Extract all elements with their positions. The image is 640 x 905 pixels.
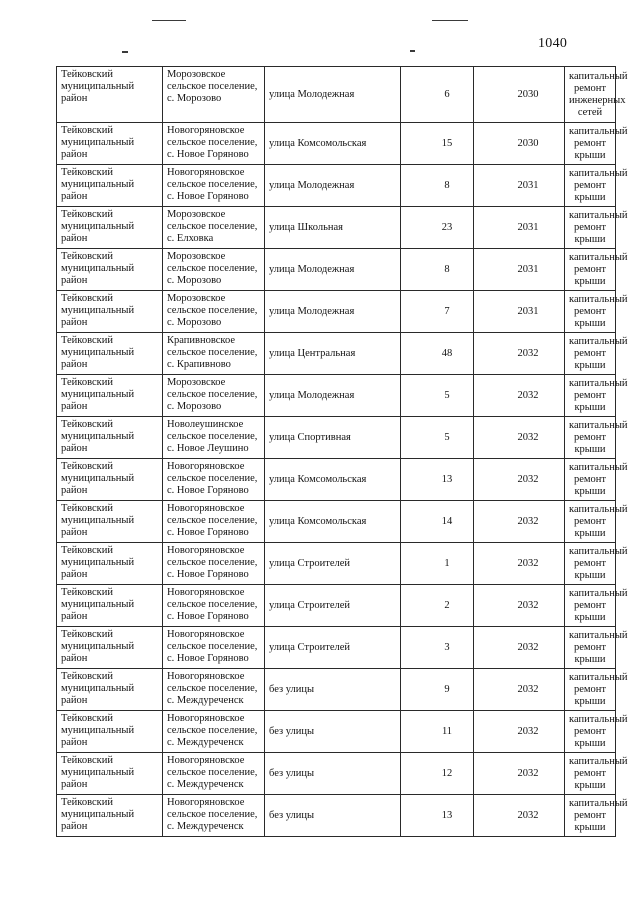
settlement-cell: Морозовское сельское поселение, с. Морозово <box>163 67 265 123</box>
street-cell: улица Строителей <box>265 543 401 585</box>
street-cell: улица Молодежная <box>265 375 401 417</box>
street-cell: без улицы <box>265 711 401 753</box>
table-body <box>57 67 628 837</box>
district-cell: Тейковский муниципальный район <box>57 543 163 585</box>
district-cell: Тейковский муниципальный район <box>57 67 163 123</box>
table-row <box>57 165 616 207</box>
year-cell: 2032 <box>474 501 565 543</box>
housing-repair-table <box>56 66 628 837</box>
settlement-cell: Новогоряновское сельское поселение, с. Междуреченск <box>163 669 265 711</box>
district-cell: Тейковский муниципальный район <box>57 459 163 501</box>
settlement-cell: Новогоряновское сельское поселение, с. Новое Горяново <box>163 543 265 585</box>
district-cell: Тейковский муниципальный район <box>57 417 163 459</box>
scan-artifact-dot <box>410 50 415 52</box>
district-cell: Тейковский муниципальный район <box>57 627 163 669</box>
table-row <box>57 585 616 627</box>
year-cell: 2032 <box>474 795 565 837</box>
work-type-cell: капитальный ремонт крыши <box>565 501 616 543</box>
work-type-cell: капитальный ремонт крыши <box>565 585 616 627</box>
table-row <box>57 123 616 165</box>
district-cell: Тейковский муниципальный район <box>57 291 163 333</box>
house-number-cell: 8 <box>401 165 474 207</box>
house-number-cell: 6 <box>401 67 474 123</box>
settlement-cell: Новогоряновское сельское поселение, с. Новое Горяново <box>163 501 265 543</box>
district-cell: Тейковский муниципальный район <box>57 795 163 837</box>
table-row <box>57 753 616 795</box>
work-type-cell: капитальный ремонт крыши <box>565 249 616 291</box>
house-number-cell: 5 <box>401 417 474 459</box>
year-cell: 2032 <box>474 543 565 585</box>
work-type-cell: капитальный ремонт крыши <box>565 165 616 207</box>
year-cell: 2032 <box>474 753 565 795</box>
year-cell: 2032 <box>474 585 565 627</box>
street-cell: улица Строителей <box>265 627 401 669</box>
district-cell: Тейковский муниципальный район <box>57 711 163 753</box>
table-row <box>57 795 616 837</box>
house-number-cell: 48 <box>401 333 474 375</box>
page-number: 1040 <box>538 36 568 51</box>
year-cell: 2032 <box>474 375 565 417</box>
district-cell: Тейковский муниципальный район <box>57 375 163 417</box>
work-type-cell: капитальный ремонт крыши <box>565 753 616 795</box>
year-cell: 2030 <box>474 123 565 165</box>
year-cell: 2032 <box>474 669 565 711</box>
house-number-cell: 14 <box>401 501 474 543</box>
house-number-cell: 9 <box>401 669 474 711</box>
house-number-cell: 12 <box>401 753 474 795</box>
work-type-cell: капитальный ремонт крыши <box>565 669 616 711</box>
year-cell: 2030 <box>474 67 565 123</box>
table-row <box>57 375 616 417</box>
house-number-cell: 2 <box>401 585 474 627</box>
table-row <box>57 333 616 375</box>
table-row <box>57 543 616 585</box>
house-number-cell: 13 <box>401 795 474 837</box>
district-cell: Тейковский муниципальный район <box>57 165 163 207</box>
year-cell: 2032 <box>474 333 565 375</box>
work-type-cell: капитальный ремонт крыши <box>565 375 616 417</box>
year-cell: 2032 <box>474 627 565 669</box>
settlement-cell: Новогоряновское сельское поселение, с. Новое Горяново <box>163 123 265 165</box>
house-number-cell: 15 <box>401 123 474 165</box>
year-cell: 2031 <box>474 291 565 333</box>
settlement-cell: Новогоряновское сельское поселение, с. Новое Горяново <box>163 459 265 501</box>
house-number-cell: 11 <box>401 711 474 753</box>
year-cell: 2032 <box>474 459 565 501</box>
street-cell: улица Молодежная <box>265 249 401 291</box>
street-cell: улица Спортивная <box>265 417 401 459</box>
settlement-cell: Новогоряновское сельское поселение, с. Новое Горяново <box>163 585 265 627</box>
house-number-cell: 23 <box>401 207 474 249</box>
district-cell: Тейковский муниципальный район <box>57 333 163 375</box>
scan-artifact-line <box>152 20 186 21</box>
scan-artifact-line <box>432 20 468 21</box>
table-row <box>57 711 616 753</box>
settlement-cell: Крапивновское сельское поселение, с. Крапивново <box>163 333 265 375</box>
street-cell: улица Молодежная <box>265 165 401 207</box>
settlement-cell: Новолеушинское сельское поселение, с. Новое Леушино <box>163 417 265 459</box>
district-cell: Тейковский муниципальный район <box>57 207 163 249</box>
settlement-cell: Новогоряновское сельское поселение, с. Новое Горяново <box>163 627 265 669</box>
table-row <box>57 67 616 123</box>
table-row <box>57 249 616 291</box>
house-number-cell: 13 <box>401 459 474 501</box>
year-cell: 2031 <box>474 165 565 207</box>
work-type-cell: капитальный ремонт инженерных сетей <box>565 67 616 123</box>
table-row <box>57 417 616 459</box>
district-cell: Тейковский муниципальный район <box>57 123 163 165</box>
settlement-cell: Новогоряновское сельское поселение, с. Междуреченск <box>163 753 265 795</box>
settlement-cell: Морозовское сельское поселение, с. Морозово <box>163 249 265 291</box>
table-row <box>57 669 616 711</box>
district-cell: Тейковский муниципальный район <box>57 249 163 291</box>
work-type-cell: капитальный ремонт крыши <box>565 123 616 165</box>
settlement-cell: Морозовское сельское поселение, с. Морозово <box>163 375 265 417</box>
work-type-cell: капитальный ремонт крыши <box>565 333 616 375</box>
street-cell: улица Школьная <box>265 207 401 249</box>
settlement-cell: Новогоряновское сельское поселение, с. Междуреченск <box>163 711 265 753</box>
table-row <box>57 501 616 543</box>
scan-artifact-dot <box>122 51 128 53</box>
table-row <box>57 459 616 501</box>
house-number-cell: 5 <box>401 375 474 417</box>
settlement-cell: Морозовское сельское поселение, с. Морозово <box>163 291 265 333</box>
settlement-cell: Новогоряновское сельское поселение, с. Новое Горяново <box>163 165 265 207</box>
settlement-cell: Морозовское сельское поселение, с. Елховка <box>163 207 265 249</box>
street-cell: без улицы <box>265 753 401 795</box>
year-cell: 2032 <box>474 711 565 753</box>
work-type-cell: капитальный ремонт крыши <box>565 627 616 669</box>
work-type-cell: капитальный ремонт крыши <box>565 459 616 501</box>
year-cell: 2032 <box>474 417 565 459</box>
year-cell: 2031 <box>474 207 565 249</box>
table-row <box>57 627 616 669</box>
street-cell: улица Комсомольская <box>265 501 401 543</box>
district-cell: Тейковский муниципальный район <box>57 501 163 543</box>
house-number-cell: 7 <box>401 291 474 333</box>
street-cell: без улицы <box>265 795 401 837</box>
house-number-cell: 3 <box>401 627 474 669</box>
settlement-cell: Новогоряновское сельское поселение, с. Междуреченск <box>163 795 265 837</box>
street-cell: улица Строителей <box>265 585 401 627</box>
year-cell: 2031 <box>474 249 565 291</box>
work-type-cell: капитальный ремонт крыши <box>565 795 616 837</box>
street-cell: улица Центральная <box>265 333 401 375</box>
street-cell: улица Комсомольская <box>265 123 401 165</box>
house-number-cell: 1 <box>401 543 474 585</box>
district-cell: Тейковский муниципальный район <box>57 669 163 711</box>
street-cell: улица Молодежная <box>265 67 401 123</box>
work-type-cell: капитальный ремонт крыши <box>565 711 616 753</box>
table-row <box>57 207 616 249</box>
street-cell: улица Молодежная <box>265 291 401 333</box>
district-cell: Тейковский муниципальный район <box>57 585 163 627</box>
district-cell: Тейковский муниципальный район <box>57 753 163 795</box>
work-type-cell: капитальный ремонт крыши <box>565 207 616 249</box>
work-type-cell: капитальный ремонт крыши <box>565 543 616 585</box>
work-type-cell: капитальный ремонт крыши <box>565 291 616 333</box>
street-cell: без улицы <box>265 669 401 711</box>
street-cell: улица Комсомольская <box>265 459 401 501</box>
work-type-cell: капитальный ремонт крыши <box>565 417 616 459</box>
table-row <box>57 291 616 333</box>
house-number-cell: 8 <box>401 249 474 291</box>
